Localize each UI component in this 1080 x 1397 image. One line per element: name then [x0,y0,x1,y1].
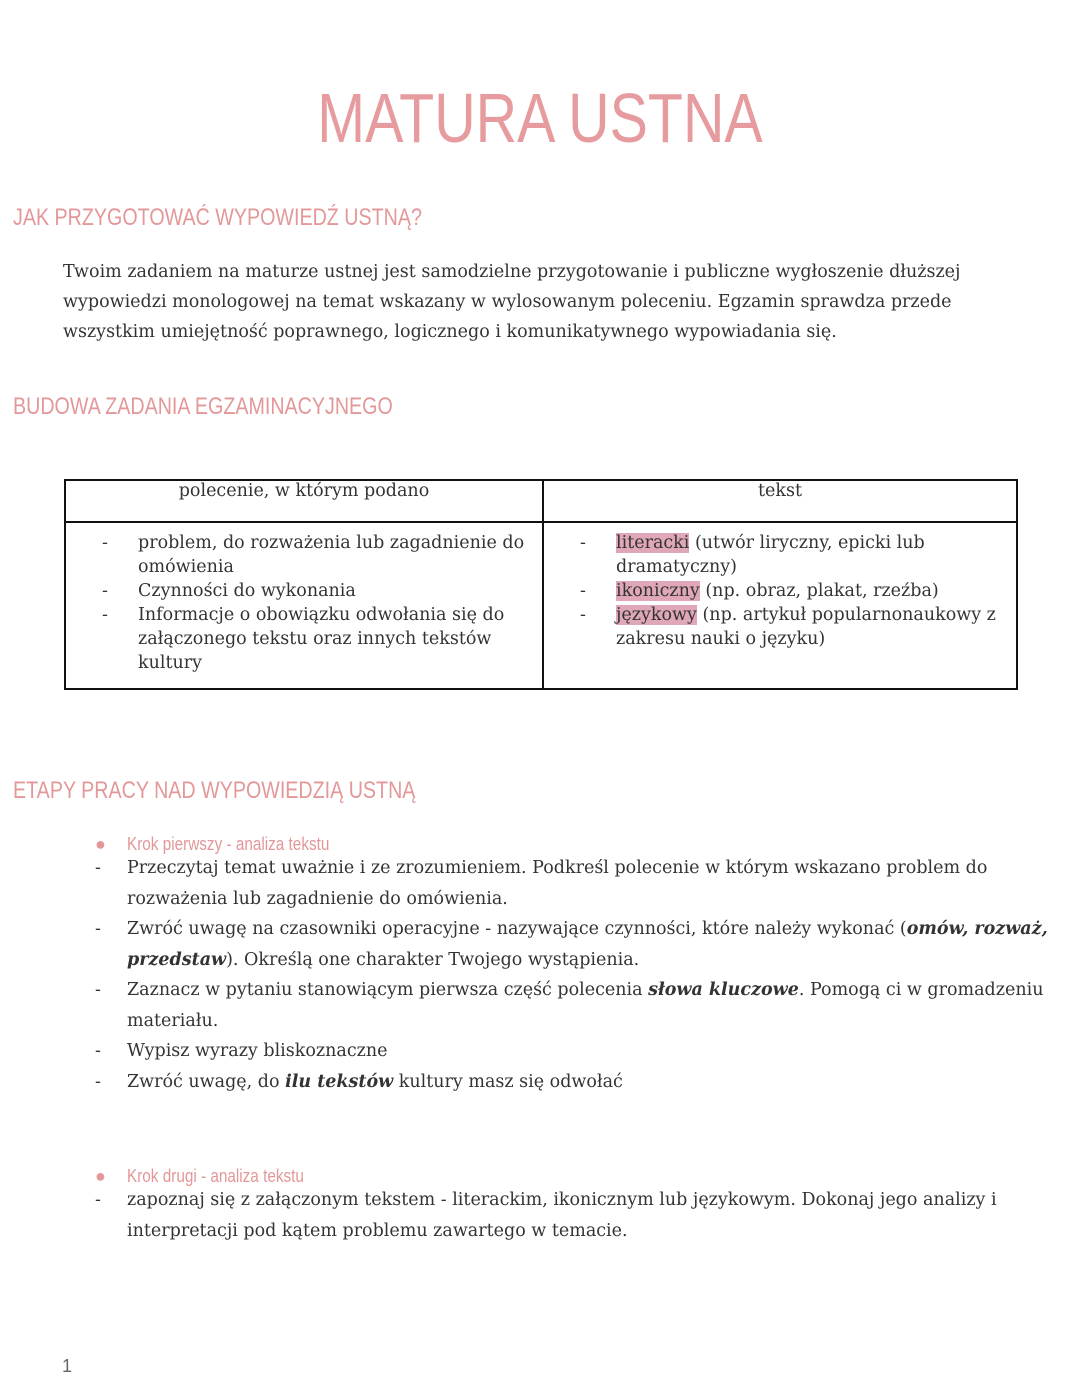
list-item: - literacki (utwór liryczny, epicki lub dramatyczny) [580,531,1006,579]
bullet-icon: ● [95,834,106,854]
list-item: - Przeczytaj temat uważnie i ze zrozumieniem. Podkreśl polecenie w którym wskazano problem do rozważenia lub zagadnienie do omówienia. [95,853,1050,914]
highlight-term: literacki [616,533,690,553]
highlight-term: językowy [616,605,697,625]
list-item: - Zwróć uwagę, do ilu tekstów kultury masz się odwołać [95,1067,1050,1098]
step-one-label: ● Krok pierwszy - analiza tekstu [95,834,330,854]
list-item: - Zwróć uwagę na czasowniki operacyjne - nazywające czynności, które należy wykonać (omów, rozważ, przedstaw). Określą one charakter Twojego wystąpienia. [95,914,1050,975]
step-two-list [95,1185,1050,1246]
section-heading-structure: BUDOWA ZADANIA EGZAMINACYJNEGO [13,393,393,420]
intro-paragraph: Twoim zadaniem na maturze ustnej jest samodzielne przygotowanie i publiczne wygłoszenie dłuższej wypowiedzi monologowej na temat wskazany w wylosowanym poleceniu. Egzamin sprawdza przede wszystkim umiejętność poprawnego, logicznego i komunikatywnego wypowiadania się. [63,262,961,342]
list-item: - Informacje o obowiązku odwołania się do załączonego tekstu oraz innych tekstów kultury [102,603,532,675]
table-header-command: polecenie, w którym podano [65,480,543,522]
highlight-term: ikoniczny [616,581,700,601]
list-item: - problem, do rozważenia lub zagadnienie do omówienia [102,531,532,579]
table-header-text: tekst [543,480,1017,522]
list-item: - Zaznacz w pytaniu stanowiącym pierwsza część polecenia słowa kluczowe. Pomogą ci w gromadzeniu materiału. [95,975,1050,1036]
exam-structure-table [64,479,1018,690]
table-cell-command [65,522,543,689]
table-cell-text [543,522,1017,689]
list-item: - językowy (np. artykuł popularnonaukowy z zakresu nauki o języku) [580,603,1006,651]
section-heading-prepare: JAK PRZYGOTOWAĆ WYPOWIEDŹ USTNĄ? [13,204,422,231]
list-item: - Czynności do wykonania [102,579,532,603]
list-item: - ikoniczny (np. obraz, plakat, rzeźba) [580,579,1006,603]
page-number: 1 [62,1356,73,1376]
step-one-list [95,853,1050,1097]
list-item: - zapoznaj się z załączonym tekstem - literackim, ikonicznym lub językowym. Dokonaj jego analizy i interpretacji pod kątem problemu zawartego w temacie. [95,1185,1050,1246]
page-title: MATURA USTNA [317,79,763,157]
step-two-label: ● Krok drugi - analiza tekstu [95,1166,304,1186]
section-heading-stages: ETAPY PRACY NAD WYPOWIEDZIĄ USTNĄ [13,777,416,804]
list-item: - Wypisz wyrazy bliskoznaczne [95,1036,1050,1067]
bullet-icon: ● [95,1166,106,1186]
